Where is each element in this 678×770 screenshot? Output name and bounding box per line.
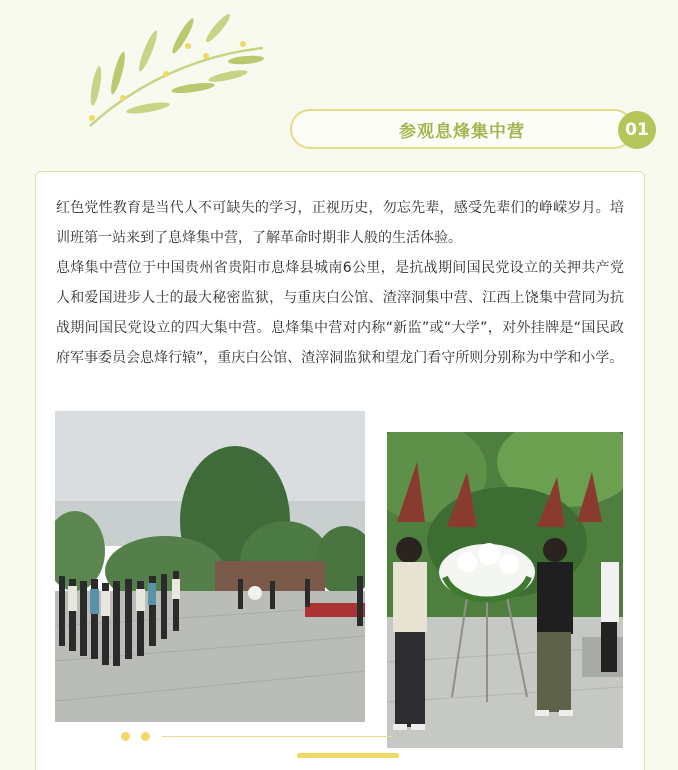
decor-dot — [121, 732, 130, 741]
photo-students-lineup — [55, 411, 365, 722]
paragraph-intro: 红色党性教育是当代人不可缺失的学习，正视历史，勿忘先辈，感受先辈们的峥嵘岁月。培训班第一站来到了息烽集中营，了解革命时期非人般的生活体验。 — [56, 200, 624, 246]
leaf-branch-icon — [78, 6, 278, 131]
section-title: 参观息烽集中营 — [399, 121, 525, 142]
decor-dot — [141, 732, 150, 741]
photo-wreath-laying — [387, 432, 623, 748]
section-title-pill — [290, 109, 634, 149]
decor-line — [162, 736, 392, 737]
section-number-badge: 01 — [618, 111, 656, 149]
decor-bar — [297, 753, 399, 758]
article-text — [56, 193, 624, 373]
paragraph-history: 息烽集中营位于中国贵州省贵阳市息烽县城南6公里，是抗战期间国民党设立的关押共产党人和爱国进步人士的最大秘密监狱，与重庆白公馆、渣滓洞集中营、江西上饶集中营同为抗战期间国民党设立的四大集中营。息烽集中营对内称“新监”或“大学”，对外挂牌是“国民政府军事委员会息烽行辕”，重庆白公馆、渣滓洞监狱和望龙门看守所则分别称为中学和小学。 — [56, 260, 624, 366]
